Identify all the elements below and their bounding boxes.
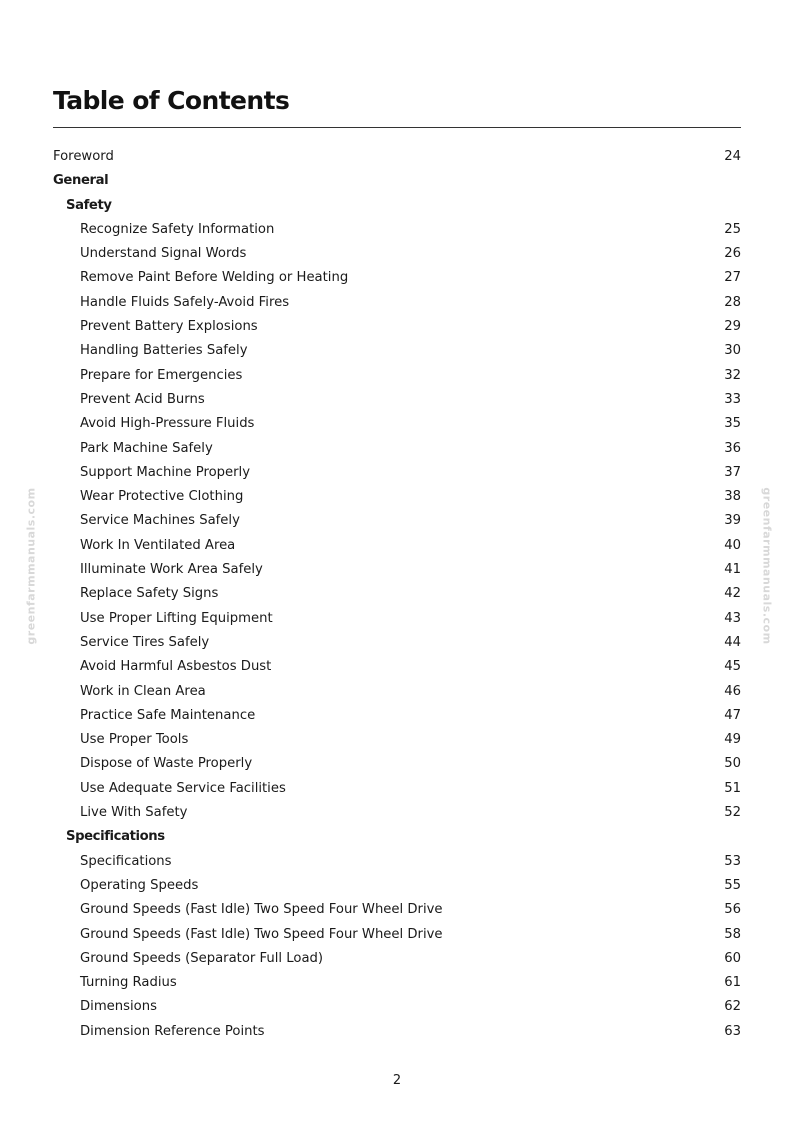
toc-entry-page: 47 — [724, 707, 741, 723]
toc-entry-label: Turning Radius — [80, 975, 177, 991]
toc-section-heading — [53, 169, 741, 193]
toc-entry[interactable] — [53, 971, 741, 995]
toc-entry-label: Remove Paint Before Welding or Heating — [80, 270, 349, 286]
toc-entry-page: 35 — [724, 416, 741, 432]
toc-entry-label: Dispose of Waste Properly — [80, 756, 253, 772]
toc-entry-page: 41 — [724, 562, 741, 578]
toc-entry-label: Wear Protective Clothing — [80, 489, 244, 505]
toc-entry-label: Ground Speeds (Fast Idle) Two Speed Four Wheel Drive — [80, 926, 443, 942]
toc-entry[interactable] — [53, 947, 741, 971]
toc-entry-page: 49 — [724, 732, 741, 748]
toc-entry-page: 51 — [724, 780, 741, 796]
toc-entry-label: Practice Safe Maintenance — [80, 707, 256, 723]
toc-entry[interactable] — [53, 995, 741, 1019]
toc-entry-label: Understand Signal Words — [80, 246, 247, 262]
toc-entry[interactable] — [53, 850, 741, 874]
toc-entry-label: Service Tires Safely — [80, 634, 210, 650]
toc-entry-label: Support Machine Properly — [80, 464, 251, 480]
toc-entry[interactable] — [53, 242, 741, 266]
toc-entry-page: 26 — [724, 246, 741, 262]
toc-entry-label: Safety — [66, 197, 112, 213]
toc-entry[interactable] — [53, 1020, 741, 1044]
table-of-contents — [53, 145, 741, 1044]
toc-entry-label: Work in Clean Area — [80, 683, 206, 699]
toc-entry-page: 40 — [724, 537, 741, 553]
toc-entry-label: Service Machines Safely — [80, 513, 240, 529]
toc-entry-page: 39 — [724, 513, 741, 529]
toc-entry[interactable] — [53, 607, 741, 631]
toc-entry-page: 45 — [724, 659, 741, 675]
toc-entry-page: 55 — [724, 877, 741, 893]
toc-entry-page: 61 — [724, 975, 741, 991]
toc-entry[interactable] — [53, 315, 741, 339]
toc-entry-label: Live With Safety — [80, 805, 188, 821]
toc-entry-label: Prepare for Emergencies — [80, 367, 243, 383]
toc-entry-label: General — [53, 173, 109, 189]
toc-entry[interactable] — [53, 874, 741, 898]
toc-entry-label: Dimensions — [80, 999, 157, 1015]
toc-entry-page: 37 — [724, 464, 741, 480]
toc-entry-label: Handle Fluids Safely-Avoid Fires — [80, 294, 290, 310]
toc-section-heading — [53, 194, 741, 218]
toc-entry[interactable] — [53, 777, 741, 801]
toc-entry-page: 46 — [724, 683, 741, 699]
title-divider — [53, 127, 741, 128]
toc-entry[interactable] — [53, 704, 741, 728]
toc-entry-label: Use Proper Tools — [80, 732, 189, 748]
toc-entry-label: Prevent Battery Explosions — [80, 319, 258, 335]
toc-entry-label: Use Adequate Service Facilities — [80, 780, 286, 796]
toc-entry[interactable] — [53, 534, 741, 558]
toc-entry-label: Prevent Acid Burns — [80, 391, 205, 407]
page-title: Table of Contents — [53, 86, 290, 115]
toc-entry[interactable] — [53, 437, 741, 461]
toc-entry[interactable] — [53, 266, 741, 290]
toc-entry-page: 28 — [724, 294, 741, 310]
toc-entry[interactable] — [53, 218, 741, 242]
toc-entry[interactable] — [53, 388, 741, 412]
toc-entry-label: Specifications — [66, 829, 165, 845]
toc-entry-label: Replace Safety Signs — [80, 586, 219, 602]
toc-entry-page: 25 — [724, 221, 741, 237]
toc-entry-page: 53 — [724, 853, 741, 869]
toc-entry[interactable] — [53, 558, 741, 582]
toc-entry-page: 36 — [724, 440, 741, 456]
toc-entry[interactable] — [53, 509, 741, 533]
toc-entry-page: 29 — [724, 319, 741, 335]
toc-entry-label: Park Machine Safely — [80, 440, 213, 456]
toc-entry-label: Work In Ventilated Area — [80, 537, 236, 553]
toc-entry-page: 30 — [724, 343, 741, 359]
toc-entry-page: 38 — [724, 489, 741, 505]
toc-entry-page: 56 — [724, 902, 741, 918]
toc-entry[interactable] — [53, 728, 741, 752]
toc-entry[interactable] — [53, 631, 741, 655]
toc-entry-label: Foreword — [53, 149, 114, 164]
toc-entry-page: 44 — [724, 634, 741, 650]
toc-entry-page: 58 — [724, 926, 741, 942]
toc-entry-label: Handling Batteries Safely — [80, 343, 248, 359]
toc-entry[interactable] — [53, 680, 741, 704]
toc-entry-page: 24 — [724, 149, 741, 164]
toc-entry-page: 52 — [724, 805, 741, 821]
toc-entry[interactable] — [53, 582, 741, 606]
watermark-right: greenfarmmanuals.com — [760, 487, 774, 645]
toc-entry-label: Specifications — [80, 853, 172, 869]
toc-entry-page: 63 — [724, 1023, 741, 1039]
toc-entry-label: Recognize Safety Information — [80, 221, 275, 237]
toc-entry-label: Dimension Reference Points — [80, 1023, 265, 1039]
toc-entry[interactable] — [53, 145, 741, 169]
toc-entry-label: Avoid Harmful Asbestos Dust — [80, 659, 272, 675]
toc-entry[interactable] — [53, 364, 741, 388]
toc-entry-label: Avoid High-Pressure Fluids — [80, 416, 255, 432]
toc-entry-page: 43 — [724, 610, 741, 626]
toc-entry-page: 60 — [724, 950, 741, 966]
toc-entry[interactable] — [53, 655, 741, 679]
toc-entry[interactable] — [53, 898, 741, 922]
toc-entry-page: 42 — [724, 586, 741, 602]
toc-entry-label: Use Proper Lifting Equipment — [80, 610, 273, 626]
toc-entry[interactable] — [53, 485, 741, 509]
page-number: 2 — [392, 1073, 402, 1088]
toc-entry[interactable] — [53, 752, 741, 776]
toc-section-heading — [53, 825, 741, 849]
toc-entry-label: Ground Speeds (Fast Idle) Two Speed Four Wheel Drive — [80, 902, 443, 918]
toc-entry-label: Ground Speeds (Separator Full Load) — [80, 950, 324, 966]
toc-entry[interactable] — [53, 923, 741, 947]
toc-entry-page: 33 — [724, 391, 741, 407]
toc-entry[interactable] — [53, 339, 741, 363]
watermark-left: greenfarmmanuals.com — [24, 487, 38, 645]
toc-entry[interactable] — [53, 461, 741, 485]
toc-entry-label: Illuminate Work Area Safely — [80, 562, 263, 578]
toc-entry[interactable] — [53, 412, 741, 436]
toc-entry-page: 50 — [724, 756, 741, 772]
toc-entry-label: Operating Speeds — [80, 877, 199, 893]
toc-entry-page: 27 — [724, 270, 741, 286]
toc-entry-page: 62 — [724, 999, 741, 1015]
toc-entry-page: 32 — [724, 367, 741, 383]
toc-entry[interactable] — [53, 801, 741, 825]
toc-entry[interactable] — [53, 291, 741, 315]
